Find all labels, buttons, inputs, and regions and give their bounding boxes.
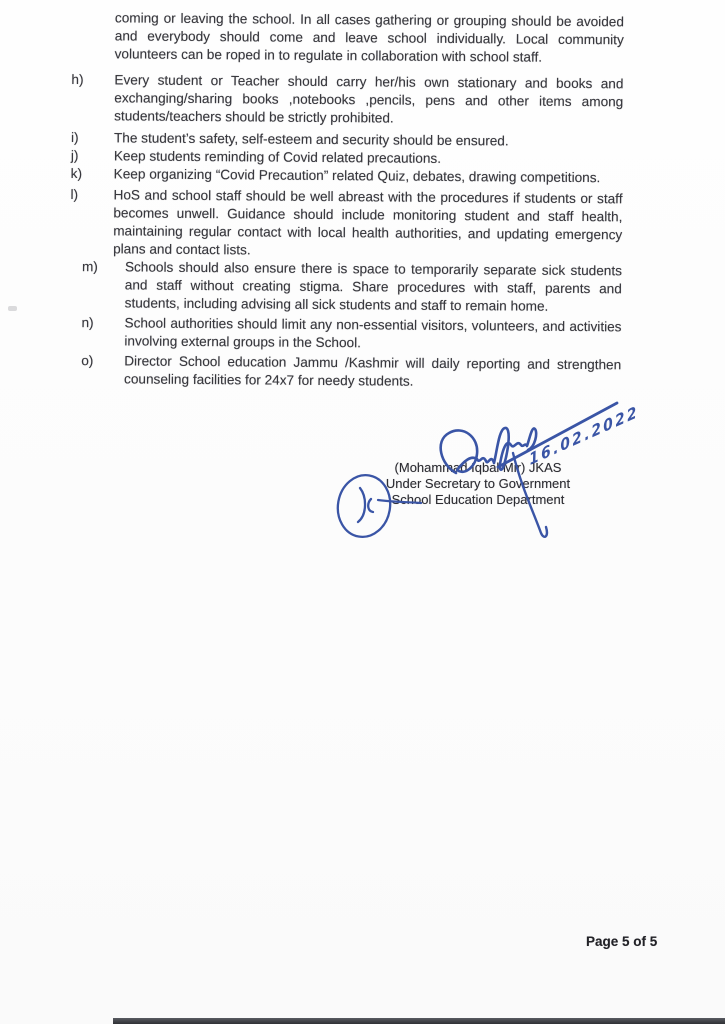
signatory-department: School Education Department (391, 492, 565, 507)
signatory-title: Under Secretary to Government (385, 476, 571, 491)
paragraph-continuation (72, 9, 624, 67)
item-label: m) (81, 259, 98, 275)
list-item-n (69, 314, 621, 354)
body-text-block (69, 9, 624, 392)
item-text: The student’s safety, self-esteem and security should be ensured. (113, 130, 509, 149)
item-text: Director School education Jammu /Kashmir will daily reporting and strengthen counseling facilities for 24x7 for needy students. (124, 353, 622, 389)
margin-speck-artifact (8, 306, 17, 311)
item-label: o) (81, 353, 94, 369)
item-label: j) (70, 147, 79, 164)
list-item-o (69, 352, 621, 392)
list-item-k (71, 165, 623, 187)
signatory-name: (Mohammad Iqbal Mir) JKAS (394, 460, 562, 475)
item-label (72, 9, 115, 63)
item-text: School authorities should limit any non-essential visitors, volunteers, and activities involving external groups in the School. (124, 315, 622, 351)
item-text: Keep students reminding of Covid related precautions. (113, 148, 442, 166)
item-label: l) (70, 186, 79, 203)
list-item-h (71, 71, 623, 129)
item-text: Keep organizing “Covid Precaution” related Quiz, debates, drawing competitions. (113, 166, 601, 186)
item-text: coming or leaving the school. In all cases gathering or grouping should be avoided and everybody should come and leave school individually. Local community volunteers can be roped in to regulate in collaboration with school staff. (114, 10, 624, 65)
item-text: Every student or Teacher should carry her/his own stationary and books and exchanging/sharing books ,notebooks ,pencils, pens and other items among students/teachers should be strictly prohibited. (114, 72, 624, 126)
item-label: i) (70, 129, 79, 146)
list-item-l (70, 186, 623, 262)
item-label: n) (81, 315, 94, 331)
item-text: Schools should also ensure there is space to temporarily separate sick students and staff without creating stigma. Share procedures with staff, parents and students, including advising all sick students and staff to remain home. (124, 259, 623, 314)
signature-block (370, 460, 586, 508)
signature-diagonal-stroke-icon (498, 403, 617, 467)
signature-date: 16.02.2022 (528, 402, 641, 470)
item-text: HoS and school staff should be well abreast with the procedures if students or staff becomes unwell. Guidance should include monitoring student and staff health, maintaining regular contact with local health authorities, and updating emergency plans and contact lists. (113, 187, 623, 258)
item-label: h) (71, 71, 84, 88)
page-number: Page 5 of 5 (586, 934, 658, 949)
scan-edge-artifact (113, 1018, 725, 1024)
item-label: k) (70, 165, 83, 182)
list-item-m (70, 258, 622, 316)
